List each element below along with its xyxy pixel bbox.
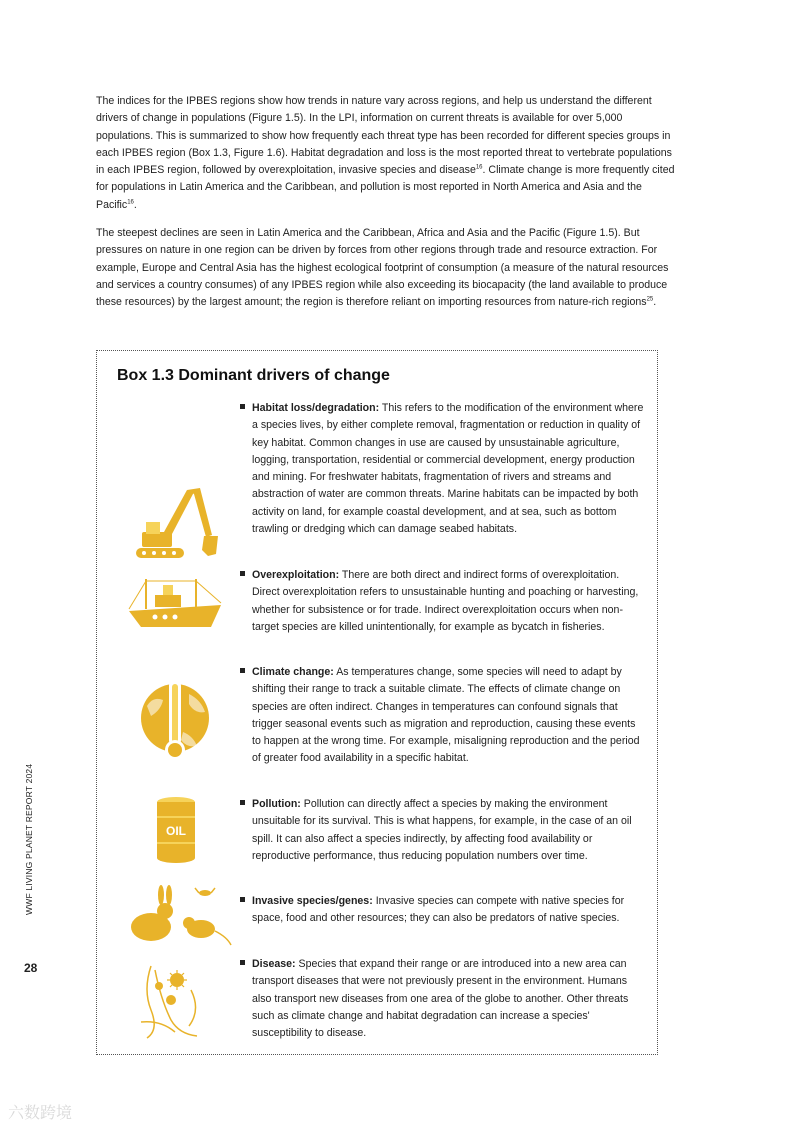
p1-text-3: .	[133, 198, 137, 211]
oil-barrel-icon	[155, 796, 197, 864]
bullet	[240, 897, 245, 902]
box-title: Box 1.3 Dominant drivers of change	[117, 367, 390, 384]
oil-label: OIL	[166, 824, 186, 838]
driver-label: Invasive species/genes:	[252, 895, 373, 907]
bullet	[240, 960, 245, 965]
driver-description: Invasive species can compete with native species for space, food and other resources; they can also be predators of native species.	[252, 895, 625, 925]
p1-text-2: . Climate change is more frequently cited for populations in Latin America and the Caribbean, and pollution is most reported in North America and Asia and the Pacific	[96, 164, 675, 211]
driver-description: Pollution can directly affect a species by making the environment unsuitable for its survival. This is what happens, for example, in the case of an oil spill. It can also affect a species indirectly, by affecting food availability or reproductive performance, thus reducing population numbers over time.	[252, 798, 632, 862]
driver-label: Overexploitation:	[252, 569, 340, 581]
excavator-icon	[132, 480, 222, 565]
driver-description: As temperatures change, some species will need to adapt by shifting their range to track a suitable climate. The effects of climate change on species are often indirect. Changes in temperatures can confound signals that trigger seasonal events such as migration and reproduction, causing these events to happen at the wrong time. For example, misaligning reproduction and the period of greater food availability in a specific habitat.	[252, 666, 640, 765]
fishing-boat-icon	[125, 575, 225, 630]
drivers-box	[96, 350, 658, 1055]
p2-ref-1: 25	[646, 296, 654, 303]
driver-description: There are both direct and indirect forms of overexploitation. Direct overexploitation refers to unsustainable hunting and poaching or harvesting, whether for subsistence or for trade. Indirect overexploitation occurs when non-target species are killed unintentionally, for example as bycatch in fisheries.	[252, 569, 639, 633]
driver-label: Pollution:	[252, 798, 301, 810]
bullet	[240, 571, 245, 576]
driver-text	[252, 664, 647, 768]
bullet	[240, 668, 245, 673]
bullet	[240, 404, 245, 409]
watermark: 六数跨境	[8, 1105, 73, 1122]
driver-label: Disease:	[252, 958, 296, 970]
driver-label: Climate change:	[252, 666, 334, 678]
intro-paragraph-1	[96, 93, 676, 214]
bullet	[240, 800, 245, 805]
globe-thermometer-icon	[139, 676, 215, 764]
p1-ref-2: 16	[127, 199, 134, 206]
pathogen-icon	[131, 960, 211, 1040]
p1-text-1: The indices for the IPBES regions show how trends in nature vary across regions, and help us understand the different drivers of change in populations (Figure 1.5). In the LPI, information on current threats is available for over 5,000 populations. This is summarized to show how frequently each threat type has been recorded for different species groups in each IPBES region (Box 1.3, Figure 1.6). Habitat degradation and loss is the most reported threat to vertebrate populations in each IPBES region, followed by overexploitation, invasive species and disease	[96, 95, 672, 177]
p1-ref-1: 16	[475, 164, 483, 171]
driver-text	[252, 893, 647, 928]
page-number: 28	[24, 961, 38, 975]
driver-text	[252, 567, 647, 636]
driver-text	[252, 796, 647, 865]
p2-text-1: The steepest declines are seen in Latin America and the Caribbean, Africa and Asia and the Pacific (Figure 1.5). But pressures on nature in one region can be driven by forces from other regions through trade and resource extraction. For example, Europe and Central Asia has the highest ecological footprint of consumption (a measure of the natural resources and services a country consumes) of any IPBES region while also exceeding its biocapacity (the land available to produce these resources) by the largest amount; the region is therefore reliant on importing resources from nature-rich regions	[96, 227, 669, 309]
p2-text-2: .	[653, 296, 657, 309]
driver-description: This refers to the modification of the environment where a species lives, by either complete removal, fragmentation or reduction in quality of key habitat. Common changes in use are caused by unsustainable agriculture, logging, transportation, residential or commercial development, energy production and mining. For freshwater habitats, fragmentation of rivers and streams and abstraction of water are common threats. Marine habitats can be impacted by both activity on land, for example coastal development, and at sea, such as bottom trawling or dredging which can damage seabed habitats.	[252, 402, 644, 536]
driver-label: Habitat loss/degradation:	[252, 402, 380, 414]
driver-description: Species that expand their range or are introduced into a new area can transport diseases that were not previously present in the environment. Humans also transport new diseases from one area of the globe to another. Other threats such as climate change and habitat degradation can increase a species' susceptibility to disease.	[252, 958, 629, 1040]
driver-text	[252, 400, 647, 538]
driver-text	[252, 956, 647, 1042]
intro-paragraph-2	[96, 225, 676, 311]
report-label: WWF LIVING PLANET REPORT 2024	[24, 763, 34, 915]
rabbit-rat-insect-icon	[125, 885, 235, 947]
